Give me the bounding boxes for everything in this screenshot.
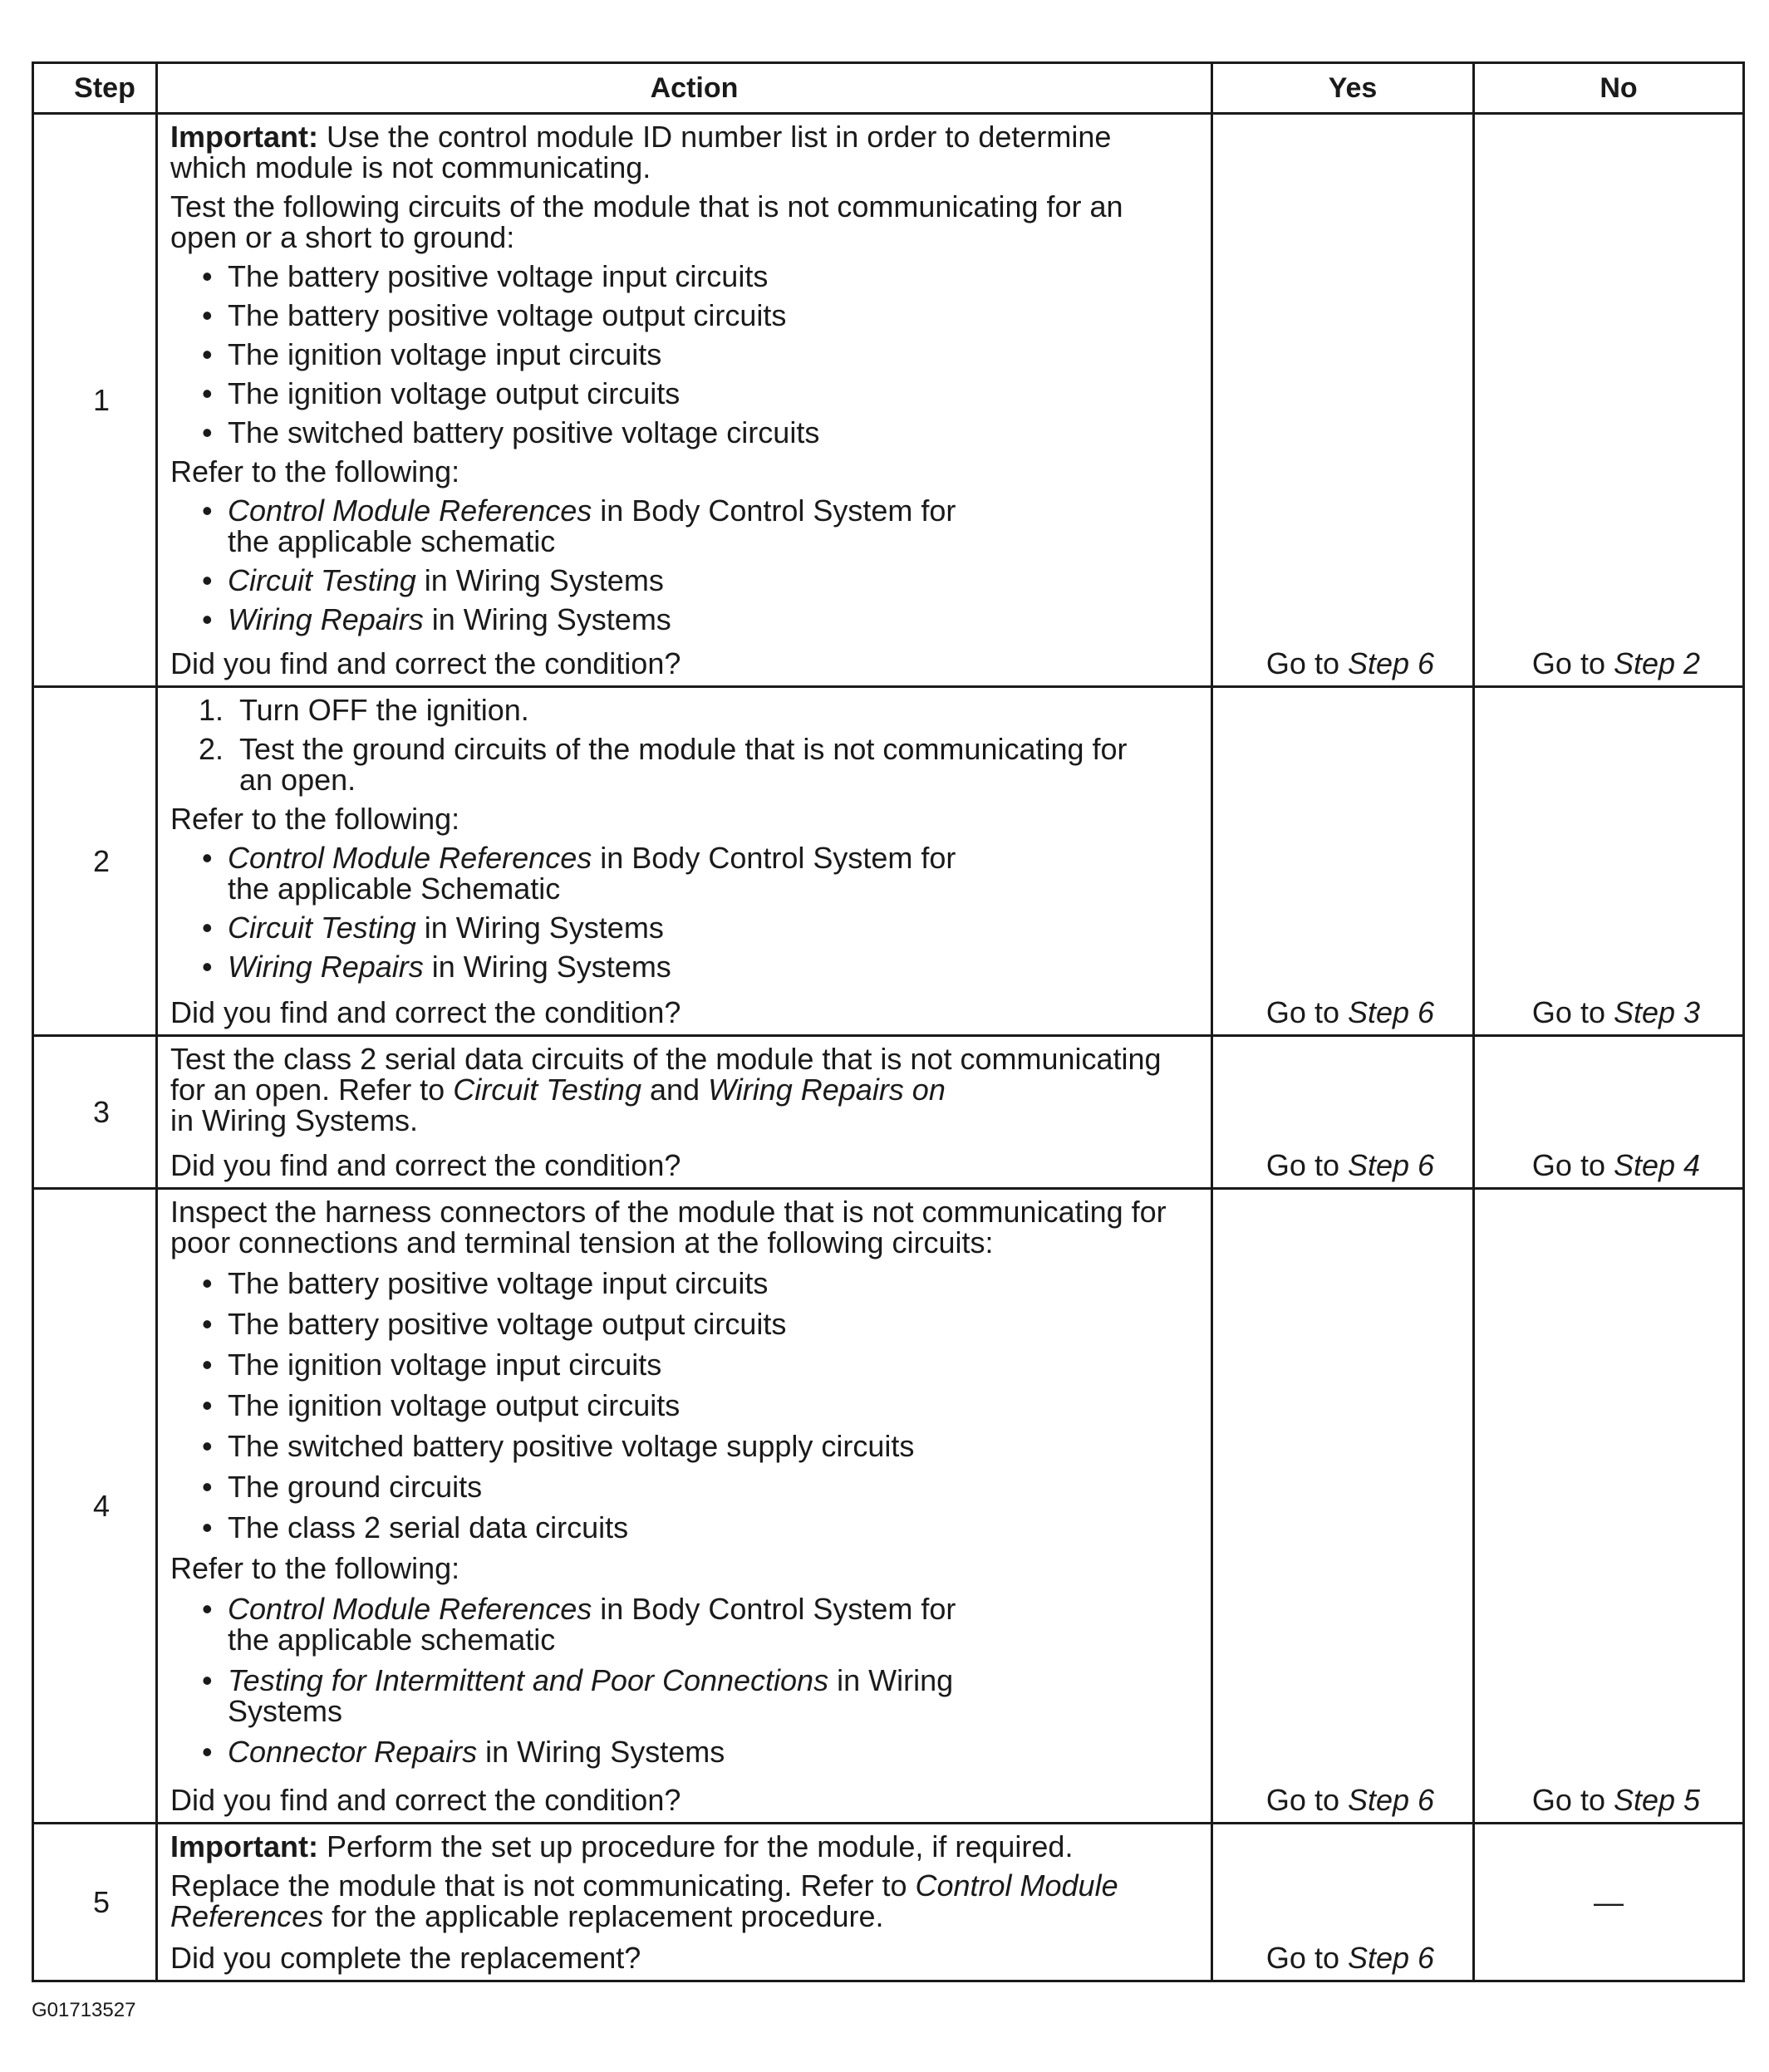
go-to-yes	[1266, 648, 1434, 679]
text-segment: for the applicable replacement procedure.	[323, 1899, 884, 1933]
text-segment: The battery positive voltage input circuits	[228, 1266, 769, 1300]
bullet-item	[170, 1512, 1202, 1543]
bullet-marker: •	[202, 841, 213, 875]
bullet-marker: •	[202, 376, 213, 410]
action-cell	[158, 1037, 1211, 1187]
italic-text: Step 2	[1613, 646, 1701, 680]
text-line	[170, 803, 1202, 834]
text-line	[170, 1043, 1202, 1074]
text-segment: The ignition voltage output circuits	[228, 376, 681, 410]
text-segment: The class 2 serial data circuits	[228, 1510, 629, 1544]
text-segment: in Body Control System for	[592, 841, 956, 875]
bullet-marker: •	[202, 1470, 213, 1504]
text-segment: Go to	[1265, 1941, 1348, 1975]
text-line	[170, 191, 1202, 222]
bullet-item	[170, 261, 1202, 292]
bold-text: Important:	[170, 120, 318, 154]
text-line	[239, 734, 1202, 764]
text-segment: in Wiring Systems	[477, 1735, 725, 1769]
text-segment: Go to	[1265, 995, 1348, 1029]
bullet-marker: •	[202, 1348, 213, 1382]
bullet-item	[170, 1665, 1202, 1726]
bullet-marker: •	[202, 493, 213, 528]
go-to-no	[1532, 1150, 1700, 1181]
text-line	[228, 565, 1202, 596]
bullet-item	[170, 842, 1202, 904]
action-paragraph	[170, 1870, 1202, 1932]
bullet-marker: •	[202, 1307, 213, 1341]
bullet-marker: •	[202, 1735, 213, 1769]
bullet-item	[170, 300, 1202, 331]
bold-text: Important:	[170, 1829, 318, 1863]
text-line	[228, 1512, 1202, 1543]
text-line	[170, 121, 1202, 152]
text-segment: the applicable Schematic	[228, 872, 561, 906]
text-segment: Go to	[1531, 1148, 1614, 1182]
go-to-yes	[1266, 1150, 1434, 1181]
text-line	[170, 1942, 1202, 1973]
text-line	[239, 764, 1202, 795]
text-line	[239, 695, 1202, 725]
text-segment: The battery positive voltage output circuits	[228, 298, 787, 332]
text-segment: The ignition voltage output circuits	[228, 1388, 681, 1422]
action-cell	[158, 1824, 1211, 1980]
bullet-item	[170, 1349, 1202, 1380]
text-line	[170, 456, 1202, 487]
text-segment: Inspect the harness connectors of the module that is not communicating for	[170, 1195, 1167, 1229]
text-line	[170, 648, 1202, 679]
text-line	[228, 1624, 1202, 1655]
text-segment: Replace the module that is not communicating. Refer to	[170, 1868, 916, 1903]
go-to-yes	[1266, 1785, 1434, 1815]
action-paragraph	[170, 1553, 1202, 1583]
header-no: No	[1475, 64, 1742, 112]
no-cell	[1475, 1190, 1742, 1822]
text-segment: in Body Control System for	[592, 1592, 956, 1626]
action-cell	[158, 688, 1211, 1034]
text-line	[228, 842, 1202, 873]
text-line	[228, 604, 1202, 635]
text-segment: Test the class 2 serial data circuits of the module that is not communicating	[170, 1042, 1162, 1076]
action-paragraph	[170, 121, 1202, 183]
go-to-yes	[1266, 1942, 1434, 1973]
no-cell	[1475, 688, 1742, 1034]
italic-text: Step 6	[1347, 646, 1435, 680]
bullet-item	[170, 604, 1202, 635]
bullet-marker: •	[202, 911, 213, 945]
text-line	[228, 1665, 1202, 1696]
italic-text: References	[170, 1899, 324, 1933]
text-segment: Go to	[1531, 995, 1614, 1029]
italic-text: Circuit Testing	[228, 563, 416, 597]
go-to-no	[1532, 997, 1700, 1028]
text-line	[170, 152, 1202, 183]
italic-text: Control Module	[915, 1868, 1118, 1903]
numbered-item	[170, 734, 1202, 795]
text-segment: the applicable schematic	[228, 524, 556, 558]
bullet-item	[170, 1268, 1202, 1299]
italic-text: Step 6	[1347, 995, 1435, 1029]
text-line	[228, 912, 1202, 943]
text-segment: Use the control module ID number list in order to determine	[317, 120, 1112, 154]
text-segment: Systems	[228, 1694, 343, 1728]
text-line	[170, 1227, 1202, 1258]
bullet-item	[170, 1431, 1202, 1461]
text-line	[228, 526, 1202, 557]
text-segment: Test the following circuits of the module that is not communicating for an	[170, 189, 1123, 223]
text-line	[170, 1105, 1202, 1136]
text-line	[228, 1309, 1202, 1339]
bullet-item	[170, 1736, 1202, 1767]
italic-text: Wiring Repairs on	[708, 1073, 946, 1107]
item-number: 1.	[199, 693, 224, 727]
bullet-marker: •	[202, 337, 213, 371]
yes-cell	[1213, 115, 1472, 685]
text-line	[228, 1471, 1202, 1502]
step-number: 3	[34, 1037, 155, 1187]
text-line	[228, 300, 1202, 331]
bullet-marker: •	[202, 259, 213, 293]
bullet-marker: •	[202, 1429, 213, 1463]
figure-id: G01713527	[32, 1999, 136, 2021]
go-to-no	[1532, 1785, 1700, 1815]
bullet-item	[170, 1593, 1202, 1655]
text-segment: Refer to the following:	[170, 802, 460, 836]
text-segment: The battery positive voltage input circuits	[228, 259, 769, 293]
numbered-item	[170, 695, 1202, 725]
yes-cell	[1213, 1824, 1472, 1980]
bullet-marker: •	[202, 1388, 213, 1422]
text-line	[170, 1150, 1202, 1181]
bullet-item	[170, 565, 1202, 596]
bullet-marker: •	[202, 602, 213, 636]
text-segment: which module is not communicating.	[170, 150, 651, 184]
bullet-item	[170, 1309, 1202, 1339]
italic-text: Connector Repairs	[228, 1735, 478, 1769]
text-line	[170, 1074, 1202, 1105]
yes-cell	[1213, 688, 1472, 1034]
text-segment: The ignition voltage input circuits	[228, 1348, 662, 1382]
text-segment: in Wiring Systems	[415, 911, 664, 945]
action-paragraph	[170, 648, 1202, 679]
step-number: 2	[34, 688, 155, 1034]
text-line	[228, 873, 1202, 904]
yes-cell	[1213, 1037, 1472, 1187]
italic-text: Testing for Intermittent and Poor Connections	[228, 1663, 829, 1697]
action-paragraph	[170, 803, 1202, 834]
text-line	[170, 1196, 1202, 1227]
bullet-marker: •	[202, 563, 213, 597]
text-segment: and	[641, 1073, 709, 1107]
text-line	[228, 1268, 1202, 1299]
text-line	[228, 1431, 1202, 1461]
text-segment: The ignition voltage input circuits	[228, 337, 662, 371]
text-line	[228, 1736, 1202, 1767]
italic-text: Step 4	[1613, 1148, 1701, 1182]
action-cell	[158, 115, 1211, 685]
text-line	[228, 1593, 1202, 1624]
text-segment: in Wiring Systems	[415, 563, 664, 597]
text-segment: in Body Control System for	[592, 493, 956, 528]
bullet-item	[170, 1471, 1202, 1502]
action-paragraph	[170, 456, 1202, 487]
bullet-item	[170, 417, 1202, 448]
italic-text: Control Module References	[228, 493, 592, 528]
italic-text: Step 3	[1613, 995, 1701, 1029]
text-line	[228, 495, 1202, 526]
text-line	[228, 1390, 1202, 1421]
action-cell	[158, 1190, 1211, 1822]
action-paragraph	[170, 1150, 1202, 1181]
italic-text: Step 6	[1347, 1941, 1435, 1975]
text-line	[170, 1870, 1202, 1901]
no-cell	[1475, 1824, 1742, 1980]
italic-text: Circuit Testing	[228, 911, 416, 945]
bullet-marker: •	[202, 950, 213, 984]
italic-text: Step 5	[1613, 1783, 1701, 1817]
text-segment: Turn OFF the ignition.	[239, 693, 529, 727]
action-paragraph	[170, 997, 1202, 1028]
bullet-marker: •	[202, 298, 213, 332]
text-line	[170, 222, 1202, 253]
text-segment: in Wiring Systems	[423, 602, 671, 636]
text-line	[228, 417, 1202, 448]
text-segment: The ground circuits	[228, 1470, 483, 1504]
text-segment: in Wiring Systems.	[170, 1103, 419, 1137]
bullet-marker: •	[202, 1663, 213, 1697]
italic-text: Control Module References	[228, 1592, 592, 1626]
text-segment: The battery positive voltage output circuits	[228, 1307, 787, 1341]
action-paragraph	[170, 1831, 1202, 1862]
italic-text: Circuit Testing	[453, 1073, 641, 1107]
header-yes: Yes	[1213, 64, 1472, 112]
text-line	[228, 261, 1202, 292]
text-line	[170, 1831, 1202, 1862]
step-number: 1	[34, 115, 155, 685]
text-segment: poor connections and terminal tension at the following circuits:	[170, 1225, 994, 1259]
bullet-marker: •	[202, 415, 213, 449]
no-cell	[1475, 1037, 1742, 1187]
text-line	[228, 1349, 1202, 1380]
text-segment: Did you find and correct the condition?	[170, 1783, 681, 1817]
italic-text: Step 6	[1347, 1783, 1435, 1817]
text-line	[170, 1785, 1202, 1815]
italic-text: Wiring Repairs	[228, 950, 424, 984]
bullet-item	[170, 912, 1202, 943]
text-segment: Did you find and correct the condition?	[170, 646, 681, 680]
bullet-marker: •	[202, 1592, 213, 1626]
text-segment: Refer to the following:	[170, 454, 460, 489]
bullet-item	[170, 1390, 1202, 1421]
text-segment: Go to	[1531, 1783, 1614, 1817]
text-segment: the applicable schematic	[228, 1623, 556, 1657]
text-line	[170, 1901, 1202, 1932]
text-line	[170, 1553, 1202, 1583]
go-to-yes	[1266, 997, 1434, 1028]
text-segment: Test the ground circuits of the module that is not communicating for	[239, 732, 1128, 766]
text-segment: in Wiring	[828, 1663, 954, 1697]
text-line	[228, 1696, 1202, 1726]
text-segment: for an open. Refer to	[170, 1073, 454, 1107]
bullet-item	[170, 378, 1202, 409]
yes-cell	[1213, 1190, 1472, 1822]
action-paragraph	[170, 1942, 1202, 1973]
text-segment: Refer to the following:	[170, 1551, 460, 1585]
header-action: Action	[158, 64, 1211, 112]
diagnostic-table	[32, 61, 1745, 1982]
italic-text: Step 6	[1347, 1148, 1435, 1182]
item-number: 2.	[199, 732, 224, 766]
italic-text: Wiring Repairs	[228, 602, 424, 636]
bullet-item	[170, 495, 1202, 557]
text-segment: Perform the set up procedure for the module, if required.	[317, 1829, 1074, 1863]
bullet-item	[170, 339, 1202, 370]
go-to-no	[1532, 648, 1700, 679]
italic-text: Control Module References	[228, 841, 592, 875]
text-segment: Did you find and correct the condition?	[170, 995, 681, 1029]
action-paragraph	[170, 1785, 1202, 1815]
header-step: Step	[34, 64, 155, 112]
text-segment: open or a short to ground:	[170, 220, 515, 254]
text-segment: Go to	[1531, 646, 1614, 680]
text-segment: Did you find and correct the condition?	[170, 1148, 681, 1182]
text-segment: an open.	[239, 763, 356, 797]
text-line	[228, 951, 1202, 982]
action-paragraph	[170, 1043, 1202, 1136]
bullet-marker: •	[202, 1266, 213, 1300]
text-line	[228, 339, 1202, 370]
text-segment: The switched battery positive voltage circuits	[228, 415, 820, 449]
go-to-no: —	[1594, 1885, 1624, 1919]
text-segment: Go to	[1265, 1148, 1348, 1182]
action-paragraph	[170, 1196, 1202, 1258]
text-segment: Go to	[1265, 1783, 1348, 1817]
action-paragraph	[170, 191, 1202, 253]
no-cell	[1475, 115, 1742, 685]
bullet-marker: •	[202, 1510, 213, 1544]
text-line	[228, 378, 1202, 409]
text-segment: The switched battery positive voltage supply circuits	[228, 1429, 915, 1463]
text-line	[170, 997, 1202, 1028]
text-segment: Go to	[1265, 646, 1348, 680]
text-segment: in Wiring Systems	[423, 950, 671, 984]
step-number: 4	[34, 1190, 155, 1822]
bullet-item	[170, 951, 1202, 982]
text-segment: Did you complete the replacement?	[170, 1941, 641, 1975]
step-number: 5	[34, 1824, 155, 1980]
